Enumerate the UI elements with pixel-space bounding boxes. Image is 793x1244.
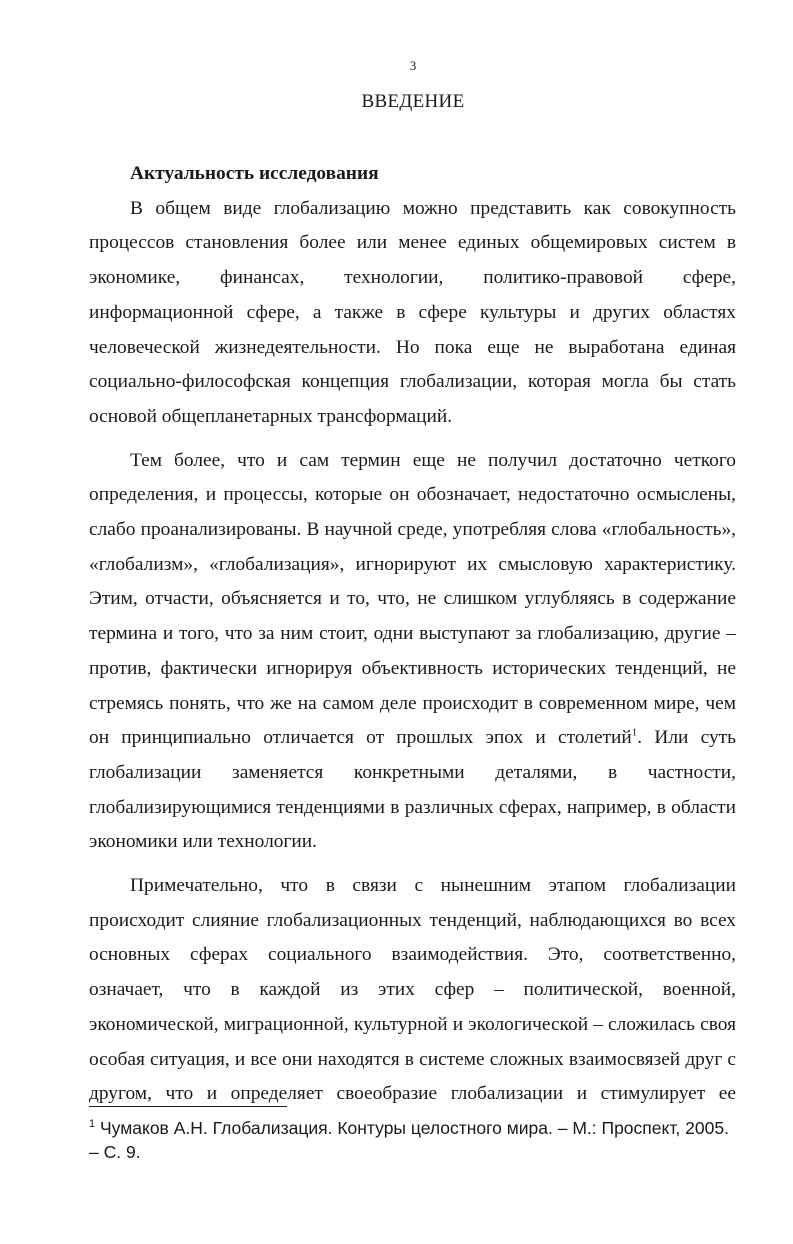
paragraph-2 xyxy=(89,444,736,860)
footnote-marker: 1 xyxy=(89,1118,96,1131)
footnote-separator xyxy=(89,1106,287,1107)
paragraph-1: В общем виде глобализацию можно представить как совокупность процессов становления более или менее единых общемировых систем в экономике, финансах, технологии, политико-правовой сфере, информационной сфере, а также в сфере культуры и других областях человеческой жизнедеятельности. Но пока еще не выработана единая социально-философская концепция глобализации, которая могла бы стать основой общепланетарных трансформаций. xyxy=(89,197,736,427)
section-subheading: Актуальность исследования xyxy=(130,163,379,184)
footnote-text: Чумаков А.Н. Глобализация. Контуры целостного мира. – М.: Проспект, 2005. – С. 9. xyxy=(89,1118,729,1162)
footnote-reference: 1 xyxy=(631,726,638,739)
paragraph-2-text-after-ref: . Или суть глобализации заменяется конкретными деталями, в частности, глобализирующимися тенденциями в различных сферах, например, в области экономики или технологии. xyxy=(89,727,736,853)
page-number: 3 xyxy=(409,58,417,73)
footnote xyxy=(89,1116,739,1164)
paragraph-3: Примечательно, что в связи с нынешним этапом глобализации происходит слияние глобализационных тенденций, наблюдающихся во всех основных сферах социального взаимодействия. Это, соответственно, означает, что в каждой из этих сфер – политической, военной, экономической, миграционной, культурной и экологической – сложилась своя особая ситуация, и все они находятся в системе сложных взаимосвязей друг с другом, что и определяет своеобразие глобализации и стимулирует ее xyxy=(89,875,736,1105)
page-title: ВВЕДЕНИЕ xyxy=(361,91,465,112)
paragraph-2-text-before-ref: Тем более, что и сам термин еще не получил достаточно четкого определения, и процессы, которые он обозначает, недостаточно осмыслены, слабо проанализированы. В научной среде, употребляя слова «глобальность», «глобализм», «глобализация», игнорируют их смысловую характеристику. Этим, отчасти, объясняется и то, что, не слишком углубляясь в содержание термина и того, что за ним стоит, одни выступают за глобализацию, другие – против, фактически игнорируя объективность исторических тенденций, не стремясь понять, что же на самом деле происходит в современном мире, чем он принципиально отличается от прошлых эпох и столетий xyxy=(89,449,736,749)
main-text xyxy=(89,157,736,1112)
